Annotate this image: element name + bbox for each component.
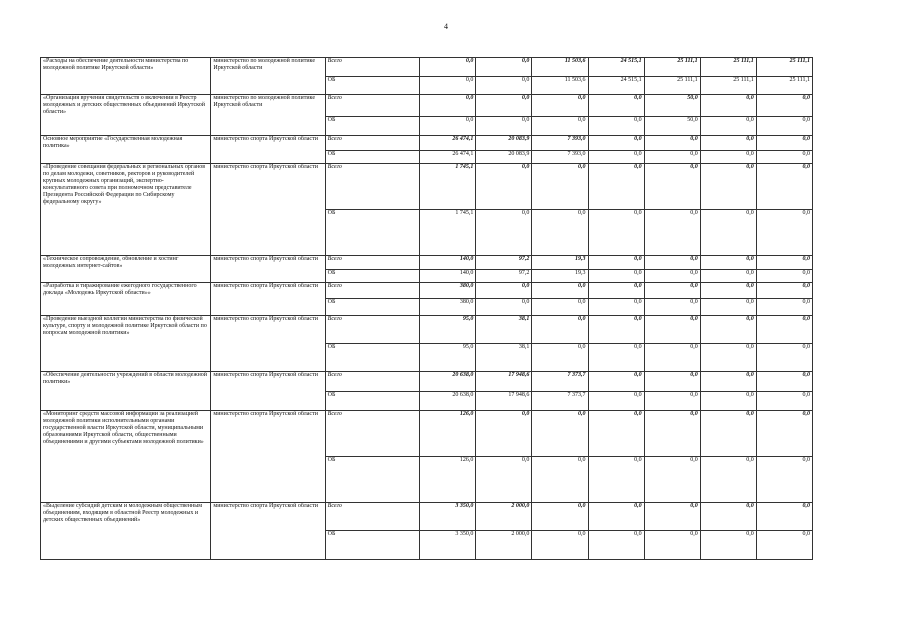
value-cell-ob: 0,0 xyxy=(756,299,812,316)
executor-name: министерство по молодежной политике Иркутской области xyxy=(211,95,325,136)
executor-name: министерство спорта Иркутской области xyxy=(211,136,325,164)
executor-name: министерство спорта Иркутской области xyxy=(211,316,325,372)
value-cell-ob: 1 745,1 xyxy=(420,210,476,256)
page-number: 4 xyxy=(444,22,448,31)
value-cell-ob: 24 515,1 xyxy=(588,77,644,95)
measure-name: «Обеспечение деятельности учреждений в области молодежной политики» xyxy=(41,372,211,411)
value-cell-total: 0,0 xyxy=(644,256,700,270)
value-cell-ob: 0,0 xyxy=(644,457,700,503)
measure-name: «Мониторинг средств массовой информации за реализацией молодежной политики исполнительными органами государственной власти Иркутской области, муниципальными образованиями Иркутской области, общественными объединениями и другими субъектами молодежной политики» xyxy=(41,411,211,503)
value-cell-ob: 0,0 xyxy=(700,344,756,372)
value-cell-total: 17 948,6 xyxy=(476,372,532,392)
funding-source-total: Всего xyxy=(325,164,420,210)
funding-source-total: Всего xyxy=(325,283,420,299)
value-cell-total: 0,0 xyxy=(588,411,644,457)
funding-source-ob: ОБ xyxy=(325,531,420,560)
value-cell-total: 0,0 xyxy=(644,503,700,531)
value-cell-ob: 0,0 xyxy=(588,299,644,316)
value-cell-ob: 11 503,6 xyxy=(532,77,588,95)
value-cell-ob: 38,1 xyxy=(476,344,532,372)
funding-source-ob: ОБ xyxy=(325,392,420,411)
value-cell-ob: 0,0 xyxy=(420,117,476,136)
value-cell-ob: 0,0 xyxy=(756,457,812,503)
value-cell-ob: 0,0 xyxy=(532,299,588,316)
value-cell-total: 0,0 xyxy=(700,411,756,457)
value-cell-total: 0,0 xyxy=(700,164,756,210)
funding-source-total: Всего xyxy=(325,411,420,457)
value-cell-ob: 380,0 xyxy=(420,299,476,316)
value-cell-total: 0,0 xyxy=(756,256,812,270)
funding-source-total: Всего xyxy=(325,95,420,117)
value-cell-total: 0,0 xyxy=(420,95,476,117)
value-cell-total: 0,0 xyxy=(588,256,644,270)
value-cell-ob: 0,0 xyxy=(756,117,812,136)
measure-name: «Расходы на обеспечение деятельности министерства по молодежной политике Иркутской области» xyxy=(41,58,211,95)
value-cell-total: 3 350,0 xyxy=(420,503,476,531)
funding-source-ob: ОБ xyxy=(325,210,420,256)
funding-source-total: Всего xyxy=(325,136,420,151)
value-cell-ob: 26 474,1 xyxy=(420,151,476,164)
value-cell-ob: 0,0 xyxy=(700,270,756,283)
value-cell-total: 0,0 xyxy=(588,372,644,392)
value-cell-ob: 0,0 xyxy=(588,344,644,372)
value-cell-total: 50,0 xyxy=(644,95,700,117)
executor-name: министерство спорта Иркутской области xyxy=(211,283,325,316)
value-cell-total: 0,0 xyxy=(756,316,812,344)
value-cell-total: 11 503,6 xyxy=(532,58,588,77)
funding-source-total: Всего xyxy=(325,256,420,270)
value-cell-total: 24 515,1 xyxy=(588,58,644,77)
value-cell-ob: 126,0 xyxy=(420,457,476,503)
value-cell-ob: 0,0 xyxy=(700,210,756,256)
value-cell-ob: 0,0 xyxy=(644,270,700,283)
value-cell-total: 0,0 xyxy=(420,58,476,77)
value-cell-total: 7 373,7 xyxy=(532,372,588,392)
value-cell-ob: 20 638,0 xyxy=(420,392,476,411)
budget-table xyxy=(40,57,813,560)
value-cell-total: 0,0 xyxy=(756,136,812,151)
value-cell-ob: 0,0 xyxy=(700,299,756,316)
value-cell-ob: 0,0 xyxy=(476,457,532,503)
value-cell-total: 20 638,0 xyxy=(420,372,476,392)
value-cell-total: 0,0 xyxy=(700,316,756,344)
measure-name: «Проведение выездной коллегии министерства по физической культуре, спорту и молодежной политике Иркутской области по вопросам молодежной политики» xyxy=(41,316,211,372)
value-cell-ob: 0,0 xyxy=(756,344,812,372)
value-cell-ob: 25 111,1 xyxy=(644,77,700,95)
value-cell-total: 0,0 xyxy=(476,283,532,299)
value-cell-total: 0,0 xyxy=(476,411,532,457)
value-cell-ob: 3 350,0 xyxy=(420,531,476,560)
table-row xyxy=(41,503,813,531)
value-cell-ob: 0,0 xyxy=(588,117,644,136)
value-cell-total: 0,0 xyxy=(756,95,812,117)
value-cell-ob: 0,0 xyxy=(476,210,532,256)
value-cell-total: 0,0 xyxy=(700,372,756,392)
value-cell-total: 0,0 xyxy=(756,503,812,531)
value-cell-ob: 7 393,0 xyxy=(532,151,588,164)
value-cell-total: 0,0 xyxy=(644,136,700,151)
value-cell-ob: 0,0 xyxy=(644,151,700,164)
table-row xyxy=(41,58,813,77)
funding-source-ob: ОБ xyxy=(325,299,420,316)
value-cell-ob: 17 948,6 xyxy=(476,392,532,411)
value-cell-total: 38,1 xyxy=(476,316,532,344)
value-cell-total: 95,0 xyxy=(420,316,476,344)
value-cell-total: 0,0 xyxy=(644,411,700,457)
value-cell-total: 0,0 xyxy=(476,164,532,210)
value-cell-ob: 97,2 xyxy=(476,270,532,283)
value-cell-ob: 0,0 xyxy=(700,457,756,503)
value-cell-total: 0,0 xyxy=(588,283,644,299)
funding-source-total: Всего xyxy=(325,372,420,392)
value-cell-ob: 0,0 xyxy=(588,210,644,256)
table-row xyxy=(41,283,813,299)
value-cell-total: 0,0 xyxy=(700,136,756,151)
value-cell-ob: 2 000,0 xyxy=(476,531,532,560)
value-cell-ob: 0,0 xyxy=(476,77,532,95)
value-cell-total: 26 474,1 xyxy=(420,136,476,151)
value-cell-ob: 25 111,1 xyxy=(700,77,756,95)
executor-name: министерство спорта Иркутской области xyxy=(211,164,325,256)
measure-name: «Техническое сопровождение, обновление и хостинг молодежных интернет-сайтов» xyxy=(41,256,211,283)
table-row xyxy=(41,95,813,117)
value-cell-total: 25 111,1 xyxy=(700,58,756,77)
value-cell-total: 0,0 xyxy=(532,164,588,210)
value-cell-ob: 0,0 xyxy=(700,117,756,136)
value-cell-ob: 20 083,9 xyxy=(476,151,532,164)
value-cell-ob: 19,3 xyxy=(532,270,588,283)
value-cell-total: 97,2 xyxy=(476,256,532,270)
funding-source-ob: ОБ xyxy=(325,270,420,283)
value-cell-total: 7 393,0 xyxy=(532,136,588,151)
value-cell-ob: 0,0 xyxy=(588,151,644,164)
value-cell-ob: 0,0 xyxy=(588,457,644,503)
value-cell-total: 19,3 xyxy=(532,256,588,270)
table-row xyxy=(41,136,813,151)
value-cell-total: 140,0 xyxy=(420,256,476,270)
value-cell-total: 0,0 xyxy=(700,503,756,531)
value-cell-ob: 95,0 xyxy=(420,344,476,372)
funding-source-ob: ОБ xyxy=(325,151,420,164)
value-cell-ob: 0,0 xyxy=(644,392,700,411)
value-cell-ob: 0,0 xyxy=(756,151,812,164)
value-cell-total: 0,0 xyxy=(588,136,644,151)
measure-name: Основное мероприятие «Государственная молодежная политика» xyxy=(41,136,211,164)
table-row xyxy=(41,164,813,210)
value-cell-ob: 0,0 xyxy=(644,210,700,256)
executor-name: министерство спорта Иркутской области xyxy=(211,372,325,411)
value-cell-ob: 0,0 xyxy=(700,531,756,560)
measure-name: «Выделение субсидий детским и молодежным общественным объединениям, входящим в областной Реестр молодежных и детских общественных объединений» xyxy=(41,503,211,560)
value-cell-ob: 0,0 xyxy=(532,531,588,560)
value-cell-total: 0,0 xyxy=(532,411,588,457)
value-cell-ob: 0,0 xyxy=(532,457,588,503)
executor-name: министерство спорта Иркутской области xyxy=(211,256,325,283)
value-cell-ob: 0,0 xyxy=(756,392,812,411)
value-cell-total: 0,0 xyxy=(588,95,644,117)
value-cell-total: 0,0 xyxy=(756,283,812,299)
value-cell-ob: 25 111,1 xyxy=(756,77,812,95)
funding-source-ob: ОБ xyxy=(325,457,420,503)
value-cell-total: 20 083,9 xyxy=(476,136,532,151)
measure-name: «Организация вручения свидетельств о включении в Реестр молодежных и детских общественных объединений Иркутской области» xyxy=(41,95,211,136)
value-cell-ob: 0,0 xyxy=(644,344,700,372)
table-row xyxy=(41,316,813,344)
value-cell-ob: 0,0 xyxy=(420,77,476,95)
value-cell-total: 0,0 xyxy=(756,411,812,457)
value-cell-ob: 0,0 xyxy=(588,392,644,411)
value-cell-ob: 0,0 xyxy=(588,531,644,560)
value-cell-total: 0,0 xyxy=(700,95,756,117)
value-cell-total: 0,0 xyxy=(476,95,532,117)
value-cell-total: 0,0 xyxy=(476,58,532,77)
value-cell-total: 0,0 xyxy=(588,164,644,210)
funding-source-ob: ОБ xyxy=(325,344,420,372)
value-cell-total: 380,0 xyxy=(420,283,476,299)
table-row xyxy=(41,256,813,270)
value-cell-ob: 140,0 xyxy=(420,270,476,283)
value-cell-ob: 0,0 xyxy=(588,270,644,283)
value-cell-total: 0,0 xyxy=(756,164,812,210)
value-cell-ob: 7 373,7 xyxy=(532,392,588,411)
value-cell-ob: 0,0 xyxy=(756,210,812,256)
table-row xyxy=(41,372,813,392)
value-cell-ob: 0,0 xyxy=(532,344,588,372)
value-cell-ob: 0,0 xyxy=(700,392,756,411)
value-cell-ob: 0,0 xyxy=(700,151,756,164)
value-cell-total: 2 000,0 xyxy=(476,503,532,531)
funding-source-ob: ОБ xyxy=(325,77,420,95)
value-cell-ob: 0,0 xyxy=(532,117,588,136)
value-cell-total: 25 111,1 xyxy=(644,58,700,77)
value-cell-ob: 0,0 xyxy=(756,531,812,560)
value-cell-ob: 0,0 xyxy=(644,531,700,560)
value-cell-total: 0,0 xyxy=(644,283,700,299)
value-cell-total: 0,0 xyxy=(532,316,588,344)
value-cell-total: 25 111,1 xyxy=(756,58,812,77)
value-cell-ob: 0,0 xyxy=(476,117,532,136)
value-cell-total: 1 745,1 xyxy=(420,164,476,210)
value-cell-total: 0,0 xyxy=(756,372,812,392)
value-cell-total: 0,0 xyxy=(532,503,588,531)
value-cell-ob: 0,0 xyxy=(756,270,812,283)
table-row xyxy=(41,411,813,457)
value-cell-total: 0,0 xyxy=(644,164,700,210)
funding-source-total: Всего xyxy=(325,503,420,531)
value-cell-ob: 0,0 xyxy=(532,210,588,256)
value-cell-total: 126,0 xyxy=(420,411,476,457)
value-cell-total: 0,0 xyxy=(700,256,756,270)
value-cell-total: 0,0 xyxy=(532,95,588,117)
value-cell-total: 0,0 xyxy=(588,316,644,344)
value-cell-ob: 0,0 xyxy=(644,299,700,316)
funding-source-total: Всего xyxy=(325,316,420,344)
measure-name: «Разработка и тиражирование ежегодного государственного доклада «Молодежь Иркутской области»» xyxy=(41,283,211,316)
value-cell-ob: 50,0 xyxy=(644,117,700,136)
funding-source-ob: ОБ xyxy=(325,117,420,136)
value-cell-total: 0,0 xyxy=(644,316,700,344)
executor-name: министерство спорта Иркутской области xyxy=(211,411,325,503)
value-cell-total: 0,0 xyxy=(700,283,756,299)
executor-name: министерство спорта Иркутской области xyxy=(211,503,325,560)
executor-name: министерство по молодежной политике Иркутской области xyxy=(211,58,325,95)
funding-source-total: Всего xyxy=(325,58,420,77)
value-cell-ob: 0,0 xyxy=(476,299,532,316)
measure-name: «Проведение совещания федеральных и региональных органов по делам молодежи, советников, ректоров и руководителей крупных молодежных организаций, экспертно-консультативного совета при полномочном представителе Президента Российской Федерации по Сибирскому федеральному округу» xyxy=(41,164,211,256)
value-cell-total: 0,0 xyxy=(532,283,588,299)
value-cell-total: 0,0 xyxy=(588,503,644,531)
value-cell-total: 0,0 xyxy=(644,372,700,392)
